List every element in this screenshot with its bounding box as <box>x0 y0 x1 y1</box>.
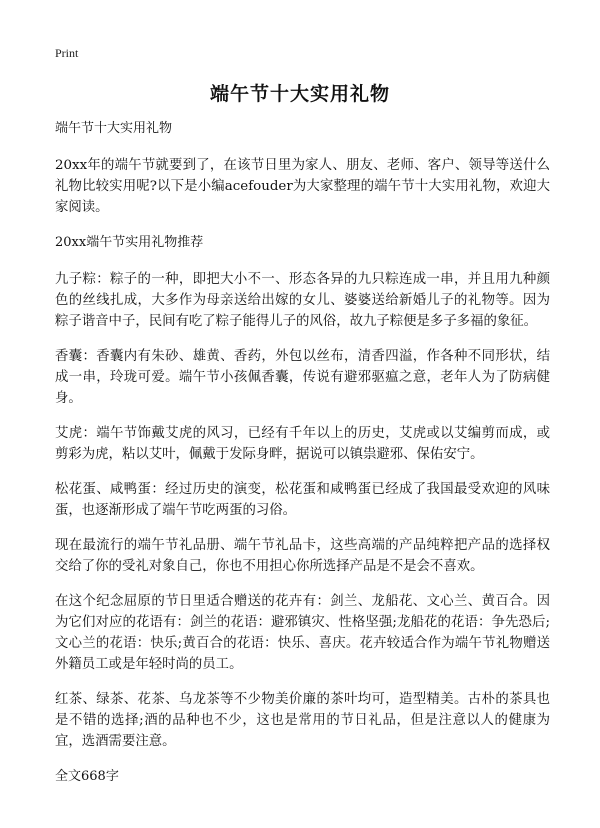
paragraph-xiangnang: 香囊：香囊内有朱砂、雄黄、香药，外包以丝布，清香四溢，作各种不同形状，结成一串，玲珑可爱。端午节小孩佩香囊，传说有避邪驱瘟之意，老年人为了防病健身。 <box>55 349 550 406</box>
section-heading: 20xx端午节实用礼物推荐 <box>55 235 204 250</box>
page-title: 端午节十大实用礼物 <box>209 83 390 105</box>
paragraph-gift-cards: 现在最流行的端午节礼品册、端午节礼品卡，这些高端的产品纯粹把产品的选择权交给了你的受礼对象自己，你也不用担心你所选择产品是不是会不喜欢。 <box>55 538 550 574</box>
print-link[interactable]: Print <box>55 46 79 60</box>
article-subtitle: 端午节十大实用礼物 <box>55 121 173 136</box>
article-body <box>55 118 550 787</box>
paragraph-flowers: 在这个纪念屈原的节日里适合赠送的花卉有：剑兰、龙船花、文心兰、黄百合。因为它们对应的花语有：剑兰的花语：避邪镇灾、性格坚强;龙船花的花语：争先恐后;文心兰的花语：快乐;黄百合的花语：快乐、喜庆。花卉较适合作为端午节礼物赠送外籍员工或是年轻时尚的员工。 <box>55 594 550 672</box>
word-count: 全文668字 <box>55 769 119 784</box>
paragraph-eggs: 松花蛋、咸鸭蛋：经过历史的演变，松花蛋和咸鸭蛋已经成了我国最受欢迎的风味蛋，也逐渐形成了端午节吃两蛋的习俗。 <box>55 482 550 518</box>
paragraph-aihu: 艾虎：端午节饰戴艾虎的风习，已经有千年以上的历史，艾虎或以艾编剪而成，或剪彩为虎，粘以艾叶，佩戴于发际身畔，据说可以镇祟避邪、保佑安宁。 <box>55 426 550 462</box>
intro-paragraph: 20xx年的端午节就要到了，在该节日里为家人、朋友、老师、客户、领导等送什么礼物比较实用呢?以下是小编acefouder为大家整理的端午节十大实用礼物，欢迎大家阅读。 <box>55 158 550 215</box>
paragraph-tea-wine: 红茶、绿茶、花茶、乌龙茶等不少物美价廉的茶叶均可，造型精美。古朴的茶具也是不错的选择;酒的品种也不少，这也是常用的节日礼品，但是注意以人的健康为宜，选酒需要注意。 <box>55 692 550 749</box>
paragraph-jiuzizong: 九子粽：粽子的一种，即把大小不一、形态各异的九只粽连成一串，并且用九种颜色的丝线扎成，大多作为母亲送给出嫁的女儿、婆婆送给新婚儿子的礼物等。因为粽子谐音中子，民间有吃了粽子能得儿子的风俗，故九子粽便是多子多福的象征。 <box>55 272 550 329</box>
